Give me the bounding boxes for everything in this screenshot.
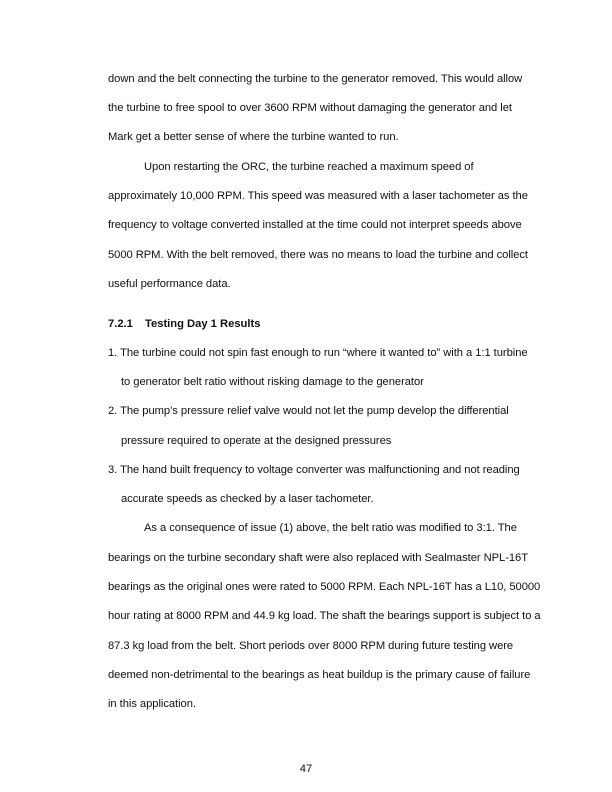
paragraph-line: As a consequence of issue (1) above, the belt ratio was modified to 3:1. The	[144, 522, 517, 534]
paragraph-line: bearings on the turbine secondary shaft were also replaced with Sealmaster NPL-16T	[108, 552, 529, 564]
page-number: 47	[299, 763, 313, 775]
paragraph-line: 87.3 kg load from the belt. Short periods over 8000 RPM during future testing were	[108, 640, 514, 652]
paragraph-line: 5000 RPM. With the belt removed, there was no means to load the turbine and collect	[108, 249, 528, 261]
paragraph-line: in this application.	[108, 698, 196, 710]
list-item-continuation: accurate speeds as checked by a laser tachometer.	[121, 493, 374, 505]
paragraph-line: down and the belt connecting the turbine to the generator removed. This would allow	[108, 73, 523, 85]
list-item: 2. The pump’s pressure relief valve would not let the pump develop the differential	[108, 405, 509, 417]
section-heading	[108, 317, 260, 331]
paragraph-line: useful performance data.	[108, 278, 231, 290]
list-item-continuation: pressure required to operate at the designed pressures	[121, 435, 392, 447]
section-number: 7.2.1	[108, 318, 133, 330]
paragraph-line: Upon restarting the ORC, the turbine reached a maximum speed of	[144, 161, 474, 173]
paragraph-line: Mark get a better sense of where the turbine wanted to run.	[108, 131, 399, 143]
section-title: Testing Day 1 Results	[145, 318, 261, 330]
list-item-continuation: to generator belt ratio without risking damage to the generator	[121, 376, 424, 388]
paragraph-line: frequency to voltage converted installed at the time could not interpret speeds above	[108, 219, 522, 231]
paragraph-line: bearings as the original ones were rated to 5000 RPM. Each NPL-16T has a L10, 50000	[108, 581, 541, 593]
paragraph-line: hour rating at 8000 RPM and 44.9 kg load. The shaft the bearings support is subject to a	[108, 610, 541, 622]
paragraph-line: the turbine to free spool to over 3600 RPM without damaging the generator and let	[108, 102, 512, 114]
list-item: 3. The hand built frequency to voltage converter was malfunctioning and not reading	[108, 464, 520, 476]
paragraph-line: approximately 10,000 RPM. This speed was measured with a laser tachometer as the	[108, 190, 528, 202]
list-item: 1. The turbine could not spin fast enough to run “where it wanted to” with a 1:1 turbine	[108, 347, 528, 359]
paragraph-line: deemed non-detrimental to the bearings as heat buildup is the primary cause of failure	[108, 669, 531, 681]
